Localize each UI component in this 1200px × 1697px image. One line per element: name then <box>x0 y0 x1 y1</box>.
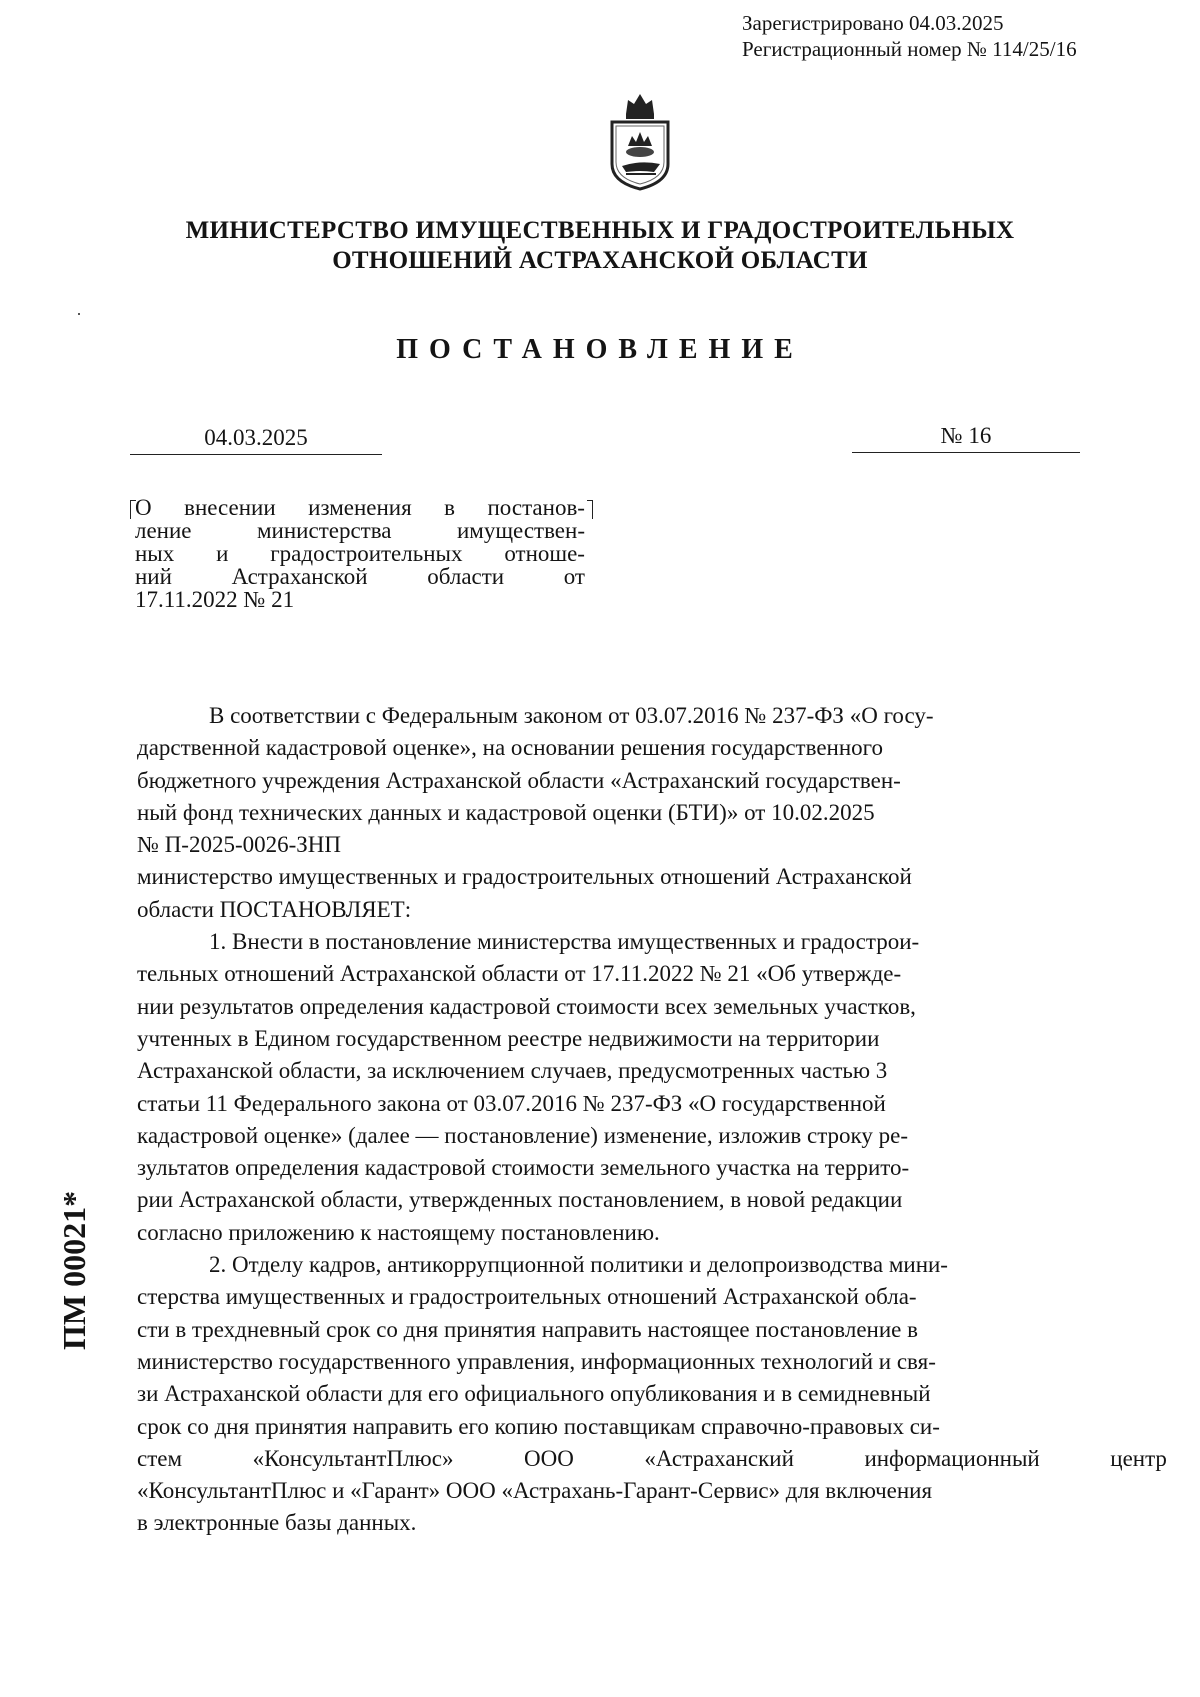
paragraph-line: статьи 11 Федерального закона от 03.07.2016 № 237-ФЗ «О государственной <box>137 1090 886 1116</box>
scan-artifact <box>78 313 80 315</box>
paragraph-line: 1. Внести в постановление министерства имущественных и градострои- <box>209 929 920 955</box>
registration-stamp <box>742 10 1077 62</box>
paragraph-line: министерство имущественных и градостроительных отношений Астраханской <box>137 864 912 890</box>
paragraph-line: сти в трехдневный срок со дня принятия направить настоящее постановление в <box>137 1316 918 1342</box>
subject-line: ление министерства имуществен- <box>135 518 585 543</box>
paragraph-line: стем «КонсультантПлюс» ООО «Астраханский информационный центр <box>137 1445 1167 1471</box>
paragraph-line: кадастровой оценке» (далее — постановление) изменение, изложив строку ре- <box>137 1122 909 1148</box>
coat-of-arms-icon <box>602 92 678 192</box>
paragraph-line: ный фонд технических данных и кадастровой оценки (БТИ)» от 10.02.2025 <box>137 799 875 825</box>
document-type: ПОСТАНОВЛЕНИЕ <box>396 334 804 365</box>
paragraph-line: министерство государственного управления, информационных технологий и свя- <box>137 1348 936 1374</box>
paragraph-line: согласно приложению к настоящему постановлению. <box>137 1219 660 1245</box>
paragraph-line: 2. Отделу кадров, антикоррупционной политики и делопроизводства мини- <box>209 1252 948 1278</box>
side-stamp: ПМ 00021* <box>56 1190 92 1350</box>
ministry-name-line2: ОТНОШЕНИЙ АСТРАХАНСКОЙ ОБЛАСТИ <box>332 247 868 274</box>
document-body <box>137 700 1167 1540</box>
paragraph-line: «КонсультантПлюс и «Гарант» ООО «Астрахань-Гарант-Сервис» для включения <box>137 1478 933 1504</box>
paragraph-line: бюджетного учреждения Астраханской области «Астраханский государствен- <box>137 767 901 793</box>
subject-bracket-right <box>587 500 593 519</box>
subject-bracket-left <box>130 500 136 519</box>
paragraph-line: стерства имущественных и градостроительных отношений Астраханской обла- <box>137 1284 917 1310</box>
registration-date: Зарегистрировано 04.03.2025 <box>742 11 1004 35</box>
subject-line: ний Астраханской области от <box>135 564 585 589</box>
paragraph-line: В соответствии с Федеральным законом от 03.07.2016 № 237-ФЗ «О госу- <box>209 703 934 728</box>
paragraph-line: зультатов определения кадастровой стоимости земельного участка на террито- <box>137 1155 910 1181</box>
subject-line: ных и градостроительных отноше- <box>135 541 585 566</box>
paragraph-line: учтенных в Едином государственном реестре недвижимости на территории <box>137 1025 880 1051</box>
registration-number: Регистрационный номер № 114/25/16 <box>742 37 1077 61</box>
paragraph-line: № П-2025-0026-ЗНП <box>137 832 342 858</box>
subject-line: О внесении изменения в постанов- <box>135 495 585 520</box>
document-date: 04.03.2025 <box>130 422 382 455</box>
paragraph-line: рии Астраханской области, утвержденных постановлением, в новой редакции <box>137 1187 903 1213</box>
document-number: № 16 <box>852 420 1080 453</box>
document-subject <box>135 496 585 611</box>
subject-line: 17.11.2022 № 21 <box>135 587 295 612</box>
paragraph-line: тельных отношений Астраханской области от 17.11.2022 № 21 «Об утвержде- <box>137 961 902 987</box>
ministry-name-line1: МИНИСТЕРСТВО ИМУЩЕСТВЕННЫХ И ГРАДОСТРОИТЕЛЬНЫХ <box>185 217 1015 244</box>
paragraph-line: Астраханской области, за исключением случаев, предусмотренных частью 3 <box>137 1058 888 1084</box>
paragraph-line: в электронные базы данных. <box>137 1510 417 1536</box>
ministry-name <box>0 216 1200 276</box>
paragraph-line: зи Астраханской области для его официального опубликования и в семидневный <box>137 1381 931 1407</box>
paragraph-line: срок со дня принятия направить его копию поставщикам справочно-правовых си- <box>137 1413 940 1439</box>
paragraph-line: области ПОСТАНОВЛЯЕТ: <box>137 896 412 922</box>
paragraph-line: нии результатов определения кадастровой стоимости всех земельных участков, <box>137 993 916 1019</box>
paragraph-line: дарственной кадастровой оценке», на основании решения государственного <box>137 735 884 761</box>
